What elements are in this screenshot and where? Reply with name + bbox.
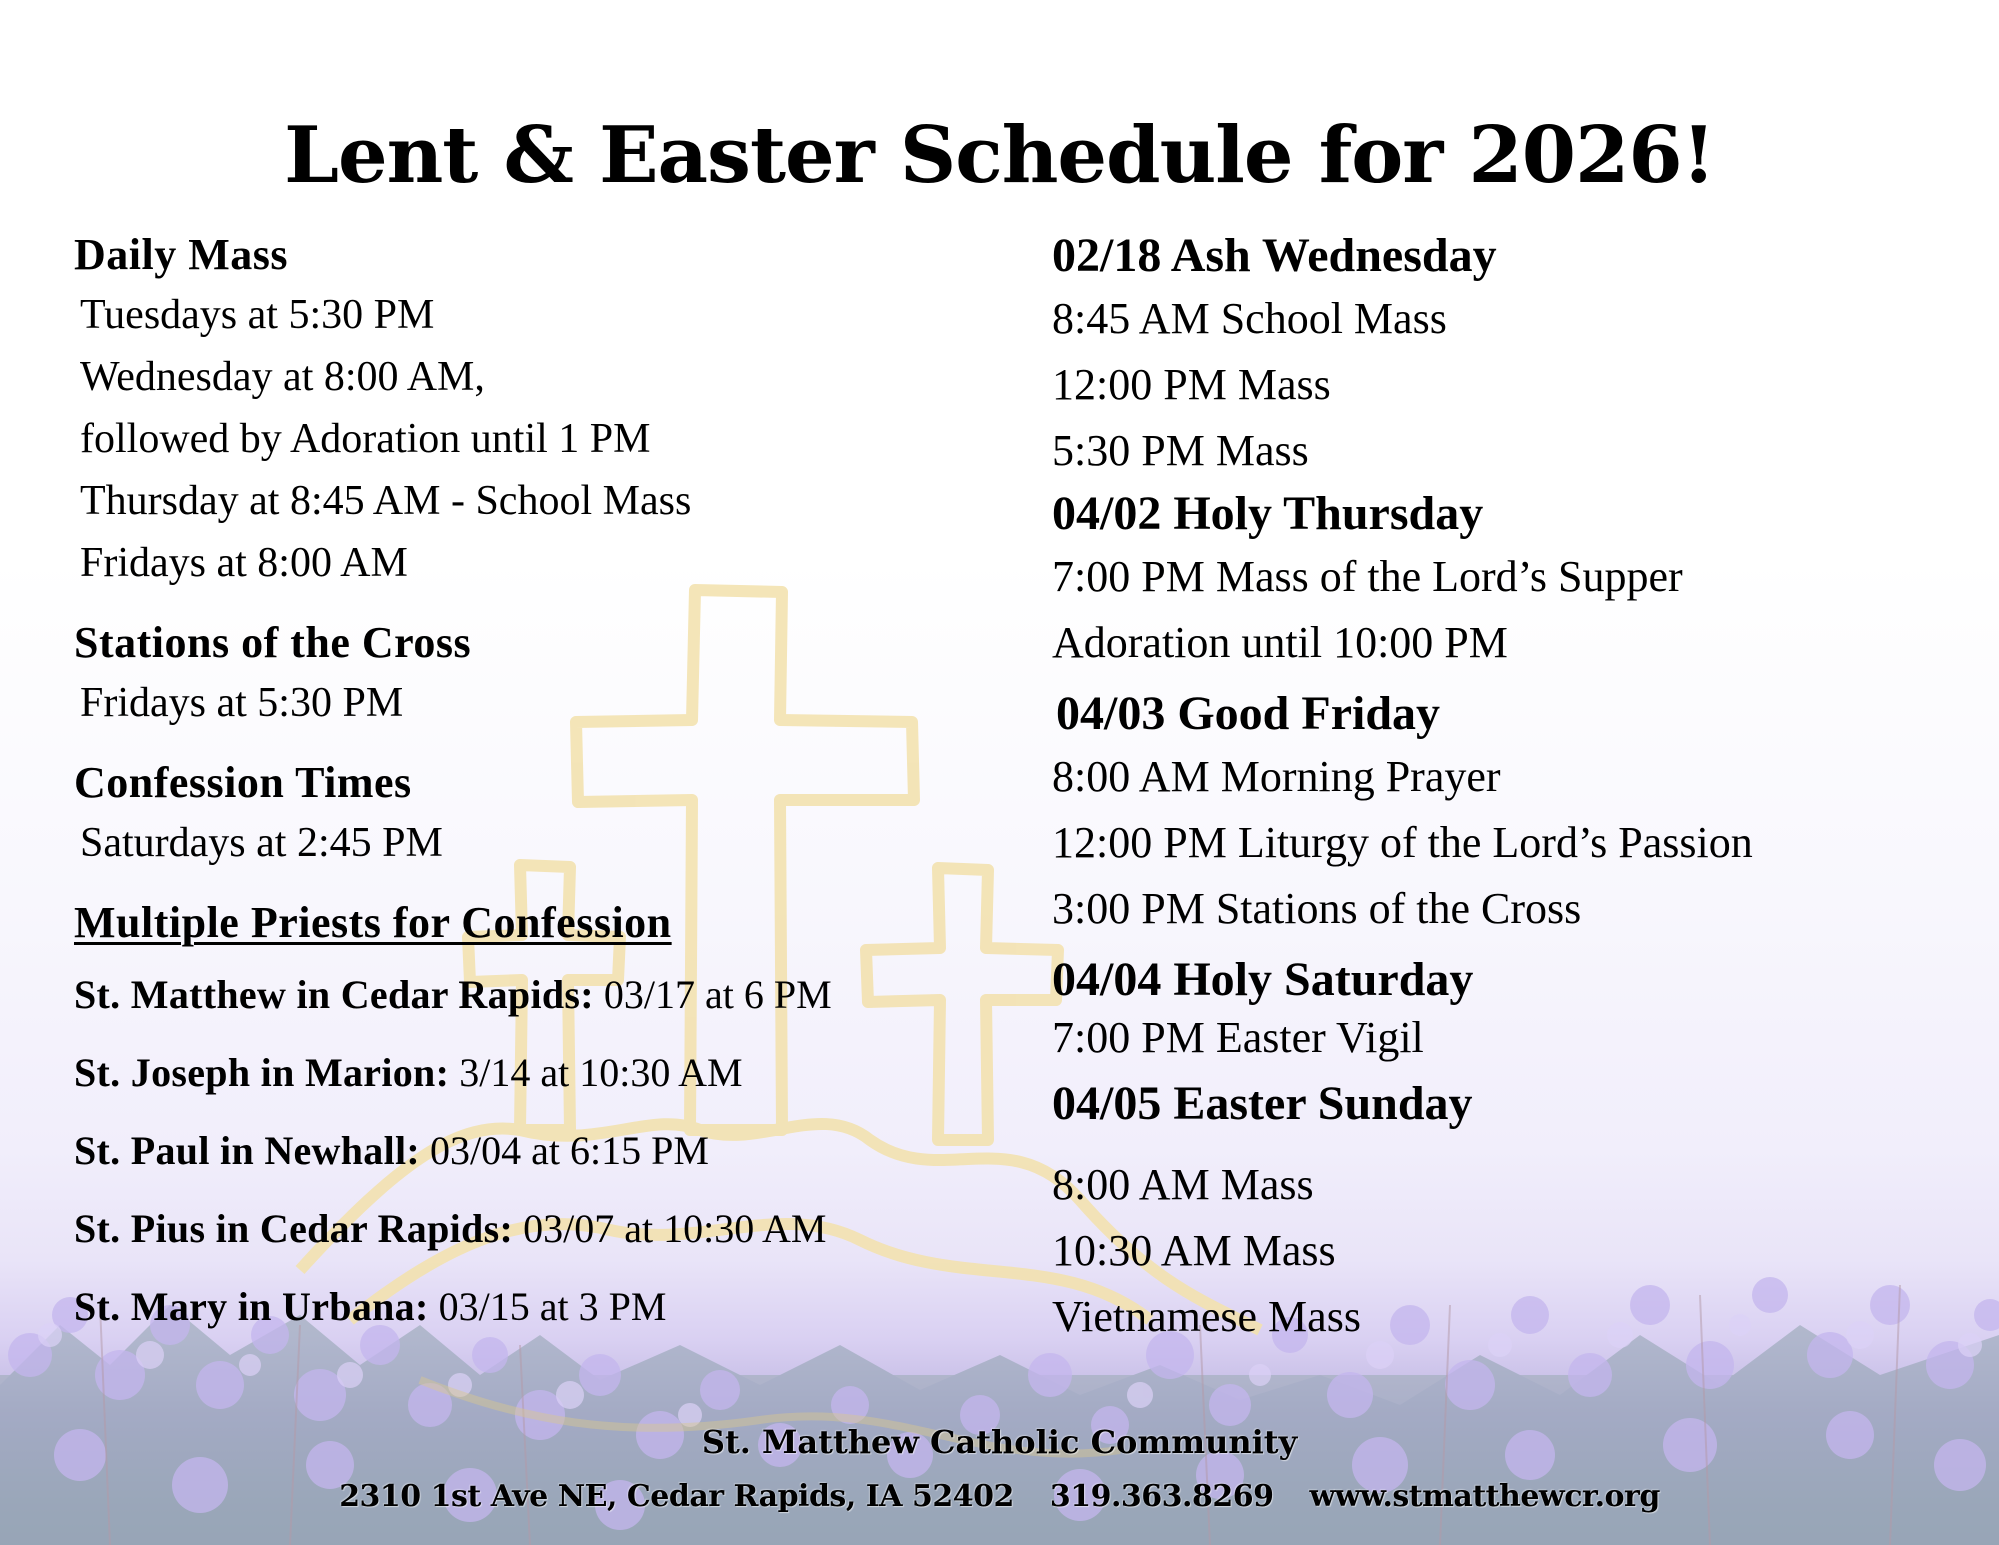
- confession-date: 03/17 at 6 PM: [603, 972, 832, 1017]
- daily-mass-line: Fridays at 8:00 AM: [80, 540, 408, 586]
- priest-confession-item: [74, 1268, 974, 1346]
- priest-confession-item: [74, 956, 974, 1034]
- stations-heading: Stations of the Cross: [74, 618, 472, 667]
- confession-date: 03/15 at 3 PM: [438, 1284, 667, 1329]
- holy-thursday-section: [1052, 484, 1992, 676]
- holy-saturday-section: [1052, 950, 1992, 1066]
- daily-mass-heading: Daily Mass: [74, 230, 288, 279]
- daily-mass-line: Tuesdays at 5:30 PM: [80, 292, 435, 338]
- easter-sunday-section: [1052, 1074, 1992, 1350]
- easter-sunday-line: 10:30 AM Mass: [1052, 1226, 1336, 1275]
- ash-wednesday-section: [1052, 226, 1992, 484]
- parish-name: St. Matthew in Cedar Rapids:: [74, 972, 594, 1017]
- good-friday-line: 12:00 PM Liturgy of the Lord’s Passion: [1052, 818, 1753, 867]
- parish-name: St. Joseph in Marion:: [74, 1050, 450, 1095]
- confession-date: 3/14 at 10:30 AM: [459, 1050, 743, 1095]
- easter-sunday-line: Vietnamese Mass: [1052, 1292, 1361, 1341]
- daily-mass-line: Wednesday at 8:00 AM,: [80, 354, 485, 400]
- left-column: [74, 226, 974, 1346]
- ash-wednesday-line: 8:45 AM School Mass: [1052, 294, 1447, 343]
- multiple-priests-heading: Multiple Priests for Confession: [74, 898, 672, 947]
- good-friday-line: 3:00 PM Stations of the Cross: [1052, 884, 1582, 933]
- holy-saturday-heading: 04/04 Holy Saturday: [1052, 953, 1474, 1006]
- easter-sunday-line: 8:00 AM Mass: [1052, 1160, 1314, 1209]
- holy-thursday-line: Adoration until 10:00 PM: [1052, 618, 1508, 667]
- footer-contact: [0, 1477, 1999, 1517]
- confession-date: 03/04 at 6:15 PM: [430, 1128, 709, 1173]
- good-friday-section: [1052, 684, 1992, 942]
- page-title: Lent & Easter Schedule for 2026!: [284, 110, 1715, 201]
- priest-confession-item: [74, 1112, 974, 1190]
- stations-section: [74, 614, 974, 734]
- good-friday-heading: 04/03 Good Friday: [1056, 687, 1441, 740]
- good-friday-line: 8:00 AM Morning Prayer: [1052, 752, 1501, 801]
- stations-line: Fridays at 5:30 PM: [80, 680, 404, 726]
- confession-line: Saturdays at 2:45 PM: [80, 820, 443, 866]
- daily-mass-line: Thursday at 8:45 AM - School Mass: [80, 478, 692, 524]
- footer-organization: St. Matthew Catholic Community: [701, 1423, 1298, 1461]
- footer-phone: 319.363.8269: [1049, 1479, 1274, 1514]
- ash-wednesday-line: 12:00 PM Mass: [1052, 360, 1331, 409]
- holy-thursday-heading: 04/02 Holy Thursday: [1052, 487, 1484, 540]
- easter-sunday-heading: 04/05 Easter Sunday: [1052, 1077, 1473, 1130]
- holy-thursday-line: 7:00 PM Mass of the Lord’s Supper: [1052, 552, 1683, 601]
- confession-section: [74, 754, 974, 874]
- parish-name: St. Pius in Cedar Rapids:: [74, 1206, 514, 1251]
- parish-name: St. Paul in Newhall:: [74, 1128, 421, 1173]
- confession-heading: Confession Times: [74, 758, 412, 807]
- ash-wednesday-heading: 02/18 Ash Wednesday: [1052, 229, 1497, 282]
- footer-address: 2310 1st Ave NE, Cedar Rapids, IA 52402: [339, 1479, 1014, 1514]
- ash-wednesday-line: 5:30 PM Mass: [1052, 426, 1309, 475]
- holy-saturday-line: 7:00 PM Easter Vigil: [1052, 1013, 1424, 1062]
- priest-confession-item: [74, 1190, 974, 1268]
- footer-website[interactable]: www.stmatthewcr.org: [1309, 1479, 1660, 1514]
- daily-mass-line: followed by Adoration until 1 PM: [80, 416, 651, 462]
- daily-mass-section: [74, 226, 974, 594]
- multiple-priests-section: [74, 894, 974, 1346]
- right-column: [1052, 226, 1992, 1350]
- confession-date: 03/07 at 10:30 AM: [523, 1206, 827, 1251]
- parish-name: St. Mary in Urbana:: [74, 1284, 429, 1329]
- priest-confession-item: [74, 1034, 974, 1112]
